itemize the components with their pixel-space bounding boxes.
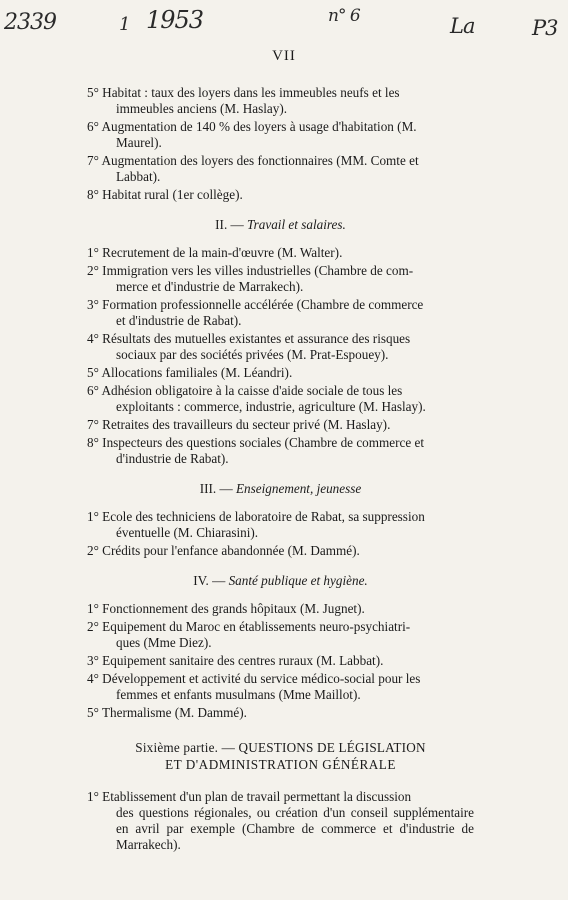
list-item: 5° Thermalisme (M. Dammé). [87,705,247,720]
list-item: 1° Etablissement d'un plan de travail permettant la discussion des questions régionales, ou création d'un conseil supplémentaire en avril par exemple (Chambre de commerce et d'industrie de Marrakech). [87,789,474,852]
list-item: 8° Habitat rural (1er collège). [87,187,243,202]
section-heading: III. — Enseignement, jeunesse [199,481,362,496]
list-item: 6° Adhésion obligatoire à la caisse d'aide sociale de tous les exploitants : commerce, industrie, agriculture (M. Haslay). [87,383,426,414]
list-item: 4° Développement et activité du service médico-social pour les femmes et enfants musulmans (Mme Maillot). [87,671,421,702]
part-heading: Sixième partie. — QUESTIONS DE LÉGISLATION ET D'ADMINISTRATION GÉNÉRALE [135,740,426,772]
list-section-4 [87,601,474,721]
handwritten-note: 1953 [146,6,204,34]
list-item: 3° Formation professionnelle accélérée (Chambre de commerce et d'industrie de Rabat). [87,297,424,328]
section-heading: II. — Travail et salaires. [215,217,346,232]
handwritten-note: La [450,14,475,38]
list-item: 1° Ecole des techniciens de laboratoire de Rabat, sa suppression éventuelle (M. Chiarasini). [87,509,425,540]
handwritten-note: 1 [119,14,130,35]
list-part-6 [87,789,474,853]
page-number: VII [272,48,296,64]
document-body [87,85,474,855]
list-item: 5° Habitat : taux des loyers dans les immeubles neufs et les immeubles anciens (M. Haslay). [87,85,400,116]
list-item: 2° Crédits pour l'enfance abandonnée (M. Dammé). [87,543,360,558]
list-item: 3° Equipement sanitaire des centres ruraux (M. Labbat). [87,653,384,668]
handwritten-note: n° 6 [328,6,360,26]
list-item: 2° Immigration vers les villes industrielles (Chambre de com- merce et d'industrie de Marrakech). [87,263,414,294]
section-heading: IV. — Santé publique et hygiène. [193,573,368,588]
list-item: 8° Inspecteurs des questions sociales (Chambre de commerce et d'industrie de Rabat). [87,435,425,466]
list-section-2 [87,245,474,467]
handwritten-note: 2339 [4,10,56,35]
list-item: 7° Retraites des travailleurs du secteur privé (M. Haslay). [87,417,391,432]
handwritten-note: P3 [532,16,558,40]
list-section-3 [87,509,474,559]
list-item: 5° Allocations familiales (M. Léandri). [87,365,293,380]
list-intro [87,85,474,203]
list-item: 6° Augmentation de 140 % des loyers à usage d'habitation (M. Maurel). [87,119,417,150]
list-item: 4° Résultats des mutuelles existantes et assurance des risques sociaux par des sociétés privées (M. Prat-Espouey). [87,331,411,362]
list-item: 1° Fonctionnement des grands hôpitaux (M. Jugnet). [87,601,365,616]
list-item: 2° Equipement du Maroc en établissements neuro-psychiatri- ques (Mme Diez). [87,619,411,650]
list-item: 1° Recrutement de la main-d'œuvre (M. Walter). [87,245,343,260]
list-item: 7° Augmentation des loyers des fonctionnaires (MM. Comte et Labbat). [87,153,419,184]
